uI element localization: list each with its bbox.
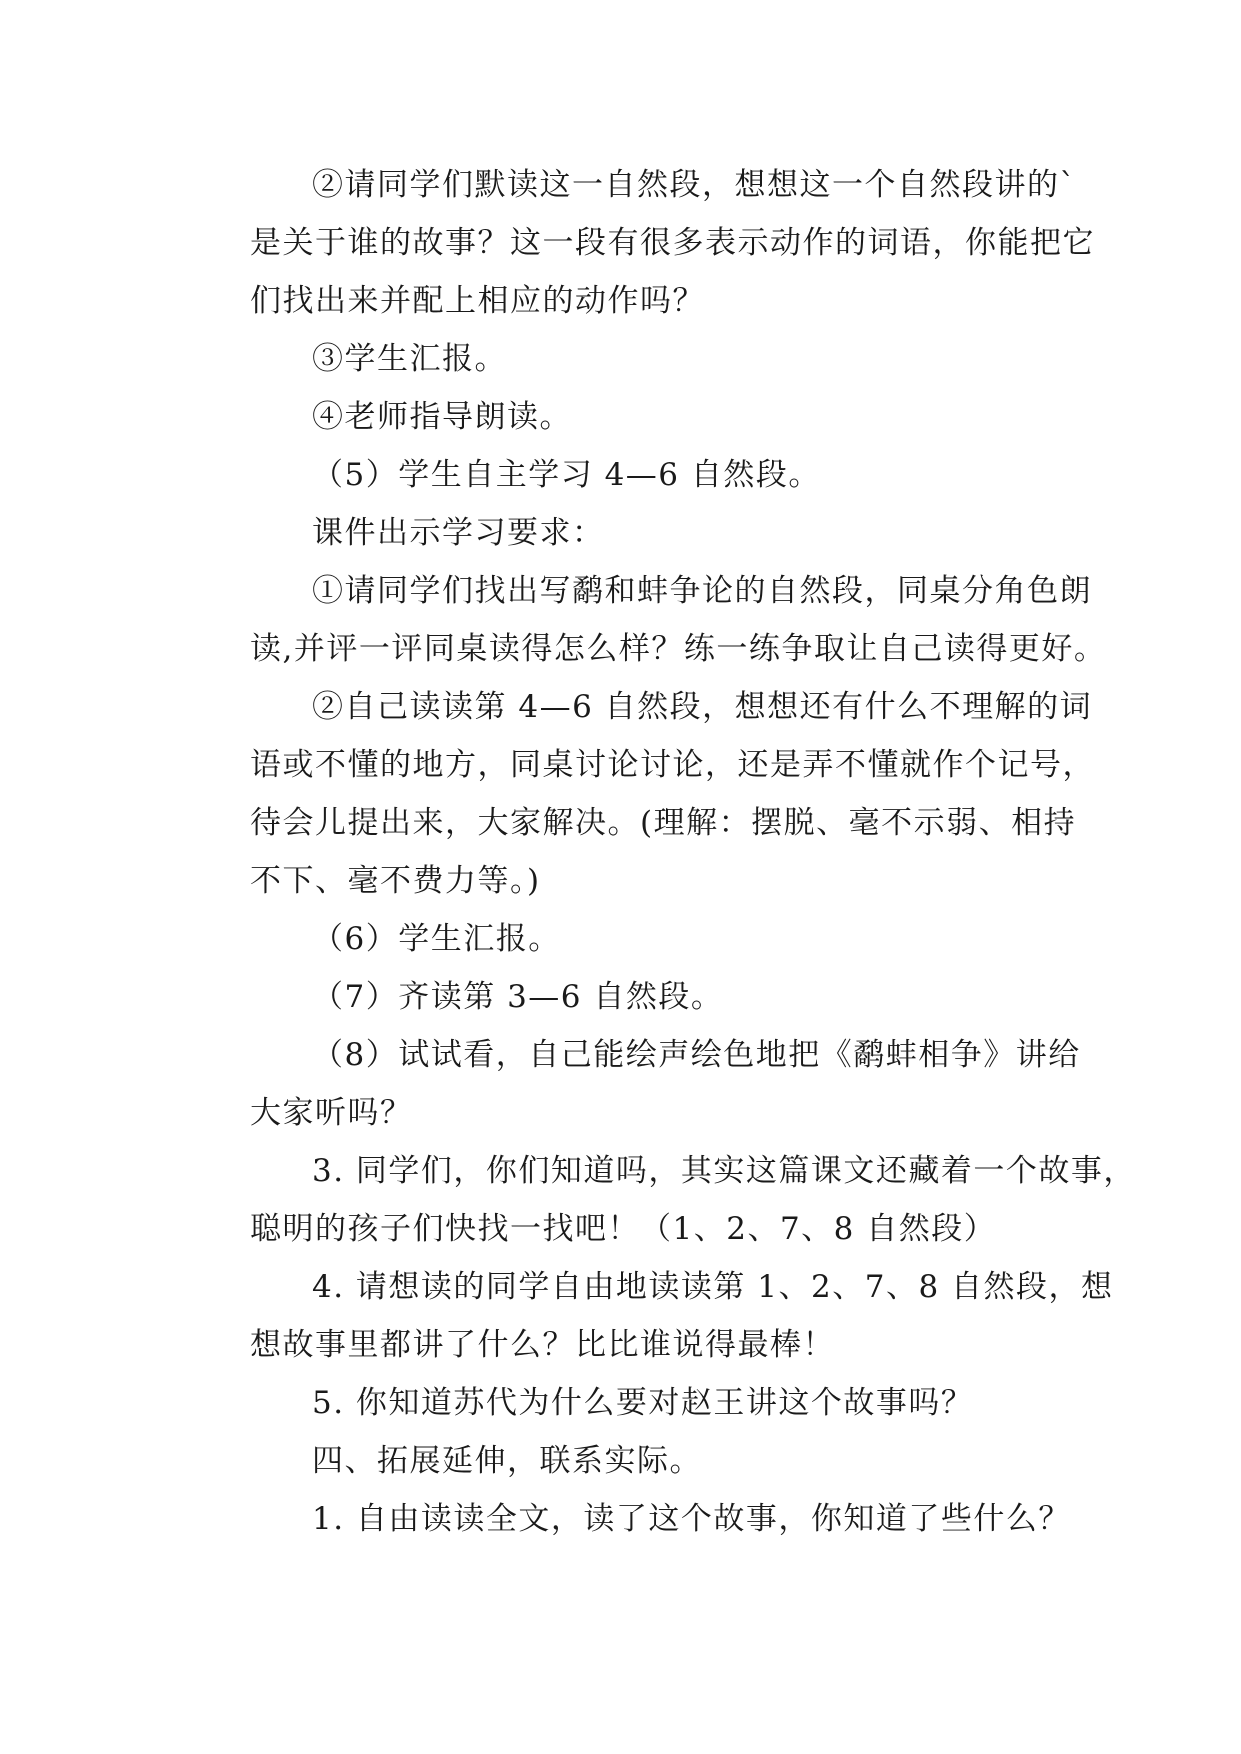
- paragraph-3: [188, 388, 1068, 446]
- text-line: （8）试试看，自己能绘声绘色地把《鹬蚌相争》讲给: [312, 1037, 1081, 1073]
- text-line: （7）齐读第 3—6 自然段。: [312, 979, 724, 1015]
- text-line: 课件出示学习要求：: [312, 515, 605, 551]
- paragraph-15: [188, 1490, 1071, 1548]
- text-line: 大家听吗？: [250, 1095, 413, 1131]
- paragraph-8: [188, 910, 1068, 968]
- text-line: ②请同学们默读这一自然段，想想这一个自然段讲的`: [312, 167, 1077, 203]
- paragraph-14: [188, 1432, 1068, 1490]
- paragraph-2: [188, 330, 1068, 388]
- text-line: 是关于谁的故事？这一段有很多表示动作的词语，你能把它: [250, 225, 1095, 261]
- text-line: 聪明的孩子们快找一找吧！（1、2、7、8 自然段）: [250, 1211, 997, 1247]
- text-line: 待会儿提出来，大家解决。(理解：摆脱、毫不示弱、相持: [250, 805, 1077, 841]
- text-line: （5）学生自主学习 4—6 自然段。: [312, 457, 821, 493]
- text-line: （6）学生汇报。: [312, 921, 561, 957]
- paragraph-10: [188, 1026, 1081, 1142]
- text-line: 3. 同学们，你们知道吗，其实这篇课文还藏着一个故事，: [312, 1153, 1136, 1189]
- text-line: 不下、毫不费力等。): [250, 863, 541, 899]
- text-line: 5. 你知道苏代为什么要对赵王讲这个故事吗？: [312, 1385, 974, 1421]
- text-line: 读,并评一评同桌读得怎么样？练一练争取让自己读得更好。: [250, 631, 1107, 667]
- paragraph-12: [188, 1258, 1114, 1374]
- paragraph-11: [188, 1142, 1136, 1258]
- text-line: 语或不懂的地方，同桌讨论讨论，还是弄不懂就作个记号，: [250, 747, 1095, 783]
- text-line: ①请同学们找出写鹬和蚌争论的自然段，同桌分角色朗: [312, 573, 1092, 609]
- paragraph-5: [188, 504, 1068, 562]
- paragraph-13: [188, 1374, 1068, 1432]
- text-line: ③学生汇报。: [312, 341, 507, 377]
- paragraph-9: [188, 968, 1068, 1026]
- paragraph-4: [188, 446, 1068, 504]
- paragraph-6: [188, 562, 1107, 678]
- text-line: 4. 请想读的同学自由地读读第 1、2、7、8 自然段，想: [312, 1269, 1114, 1305]
- paragraph-7: [188, 678, 1095, 910]
- text-line: ②自己读读第 4—6 自然段，想想还有什么不理解的词: [312, 689, 1093, 725]
- text-line: 想故事里都讲了什么？比比谁说得最棒！: [250, 1327, 835, 1363]
- text-line: 四、拓展延伸，联系实际。: [312, 1443, 702, 1479]
- document-body: [188, 156, 1136, 1548]
- text-line: 1. 自由读读全文，读了这个故事，你知道了些什么？: [312, 1501, 1071, 1537]
- paragraph-1: [188, 156, 1095, 330]
- text-line: ④老师指导朗读。: [312, 399, 572, 435]
- text-line: 们找出来并配上相应的动作吗？: [250, 283, 705, 319]
